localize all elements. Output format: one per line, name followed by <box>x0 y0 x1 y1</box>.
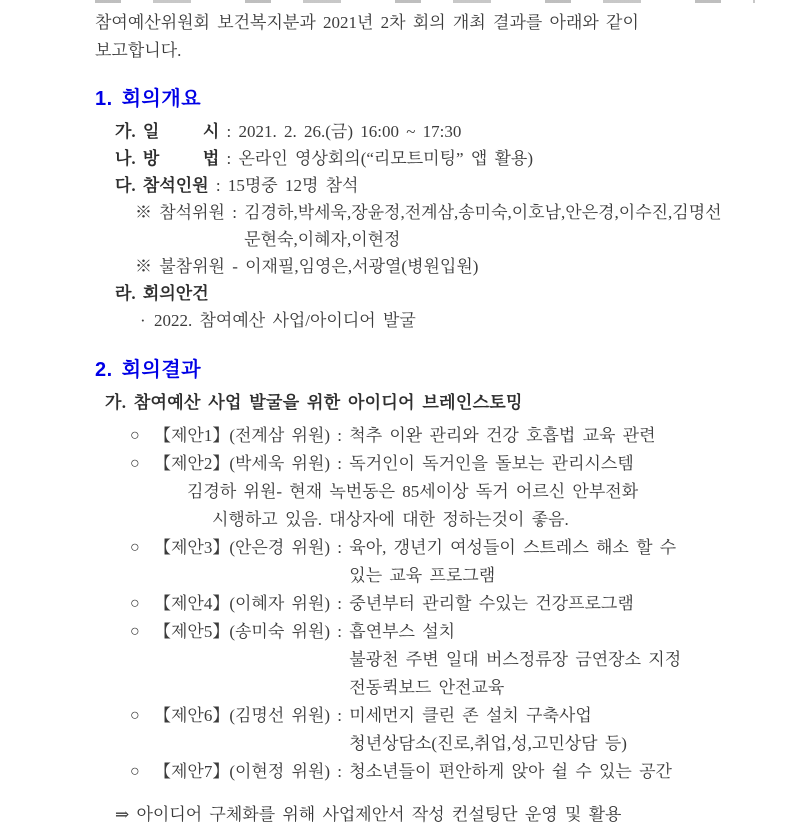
bullet-dot-icon: · <box>140 311 146 330</box>
proposal-6-content <box>349 702 627 758</box>
proposal-2-note-line-1: 김경하 위원- 현재 녹번동은 85세이상 독거 어르신 안부전화 <box>187 482 639 501</box>
proposal-6-label: 【제안6】(김명선 위원) <box>154 706 331 725</box>
proposal-5-label: 【제안5】(송미숙 위원) <box>154 622 331 641</box>
meeting-method-value: : 온라인 영상회의(“리모트미팅” 앱 활용) <box>219 149 533 168</box>
proposal-3-content <box>349 534 676 590</box>
absentees-row <box>135 253 800 280</box>
results-subheading: 가. 참여예산 사업 발굴을 위한 아이디어 브레인스토밍 <box>105 393 523 412</box>
absentees-names: 이재필,임영은,서광열(병원입원) <box>245 257 479 276</box>
overview-rows <box>0 118 800 334</box>
proposal-7-label: 【제안7】(이현정 위원) <box>154 762 331 781</box>
proposal-1-separator: : <box>330 426 350 445</box>
intro-line-2: 보고합니다. <box>95 41 182 60</box>
proposal-5-line-2: 불광천 주변 일대 버스정류장 금연장소 지정 <box>349 650 682 669</box>
proposal-item-4 <box>130 590 800 618</box>
proposal-3-label: 【제안3】(안은경 위원) <box>154 538 331 557</box>
conclusion-line: ⇒ 아이디어 구체화를 위해 사업제안서 작성 컨설팅단 운영 및 활용 <box>115 805 622 824</box>
section-1-heading: 1. 회의개요 <box>95 88 202 110</box>
meeting-method-row <box>115 145 800 172</box>
agenda-row <box>115 280 800 307</box>
meeting-datetime-row <box>115 118 800 145</box>
meeting-attendance-label: 다. 참석인원 <box>115 176 209 195</box>
proposal-4-label: 【제안4】(이혜자 위원) <box>154 594 331 613</box>
agenda-label: 라. 회의안건 <box>115 284 209 303</box>
proposal-item-3 <box>130 534 800 590</box>
proposal-item-2 <box>130 450 800 478</box>
meeting-datetime-label: 가. 일 시 <box>115 122 220 141</box>
proposal-5-separator: : <box>330 622 350 641</box>
meeting-attendance-value: : 15명중 12명 참석 <box>208 176 359 195</box>
proposal-4-line-1: 중년부터 관리할 수있는 건강프로그램 <box>349 594 634 613</box>
proposal-5-content <box>349 618 681 702</box>
proposal-3-separator: : <box>330 538 350 557</box>
circle-marker-icon: ○ <box>130 455 140 472</box>
meeting-attendance-row <box>115 172 800 199</box>
proposal-3-line-1: 육아, 갱년기 여성들이 스트레스 해소 할 수 <box>349 538 677 557</box>
circle-marker-icon: ○ <box>130 623 140 640</box>
meeting-datetime-value: : 2021. 2. 26.(금) 16:00 ~ 17:30 <box>219 122 462 141</box>
attendees-row <box>135 199 800 253</box>
proposal-2-line-1: 독거인이 독거인을 돌보는 관리시스템 <box>349 454 634 473</box>
proposal-5-line-3: 전동퀵보드 안전교육 <box>349 678 505 697</box>
agenda-item-text: 2022. 참여예산 사업/아이디어 발굴 <box>154 311 416 330</box>
proposal-6-line-1: 미세먼지 클린 존 설치 구축사업 <box>349 706 592 725</box>
intro-line-1: 참여예산위원회 보건복지분과 2021년 2차 회의 개최 결과를 아래와 같이 <box>95 13 639 32</box>
circle-marker-icon: ○ <box>130 595 140 612</box>
agenda-item-row <box>140 307 800 334</box>
circle-marker-icon: ○ <box>130 539 140 556</box>
proposal-2-note-line-2: 시행하고 있음. 대상자에 대한 정하는것이 좋음. <box>212 510 569 529</box>
proposal-list <box>0 422 800 786</box>
proposal-2-content <box>349 450 634 478</box>
proposal-item-6 <box>130 702 800 758</box>
proposal-6-separator: : <box>330 706 350 725</box>
attendees-prefix: ※ 참석위원 : <box>135 203 245 222</box>
proposal-1-content <box>349 422 655 450</box>
proposal-3-line-2: 있는 교육 프로그램 <box>349 566 496 585</box>
proposal-item-1 <box>130 422 800 450</box>
proposal-7-line-1: 청소년들이 편안하게 앉아 쉴 수 있는 공간 <box>349 762 672 781</box>
section-2-heading: 2. 회의결과 <box>95 359 202 381</box>
clipped-previous-line-artifact <box>95 0 755 3</box>
meeting-method-label: 나. 방 법 <box>115 149 220 168</box>
circle-marker-icon: ○ <box>130 707 140 724</box>
absentees-prefix: ※ 불참위원 - <box>135 257 246 276</box>
circle-marker-icon: ○ <box>130 763 140 780</box>
attendees-names-line-2: 문현숙,이혜자,이현정 <box>244 230 401 249</box>
proposal-7-content <box>349 758 672 786</box>
proposal-6-line-2: 청년상담소(진로,취업,성,고민상담 등) <box>349 734 627 753</box>
proposal-5-line-1: 흡연부스 설치 <box>349 622 456 641</box>
proposal-1-label: 【제안1】(전계삼 위원) <box>154 426 331 445</box>
proposal-item-7 <box>130 758 800 786</box>
proposal-2-label: 【제안2】(박세욱 위원) <box>154 454 331 473</box>
proposal-4-separator: : <box>330 594 350 613</box>
proposal-1-line-1: 척추 이완 관리와 건강 호흡법 교육 관련 <box>349 426 656 445</box>
proposal-4-content <box>349 590 634 618</box>
proposal-item-5 <box>130 618 800 702</box>
attendees-names <box>244 199 721 253</box>
circle-marker-icon: ○ <box>130 427 140 444</box>
attendees-names-line-1: 김경하,박세욱,장윤정,전계삼,송미숙,이호남,안은경,이수진,김명선 <box>244 203 722 222</box>
proposal-7-separator: : <box>330 762 350 781</box>
proposal-2-separator: : <box>330 454 350 473</box>
